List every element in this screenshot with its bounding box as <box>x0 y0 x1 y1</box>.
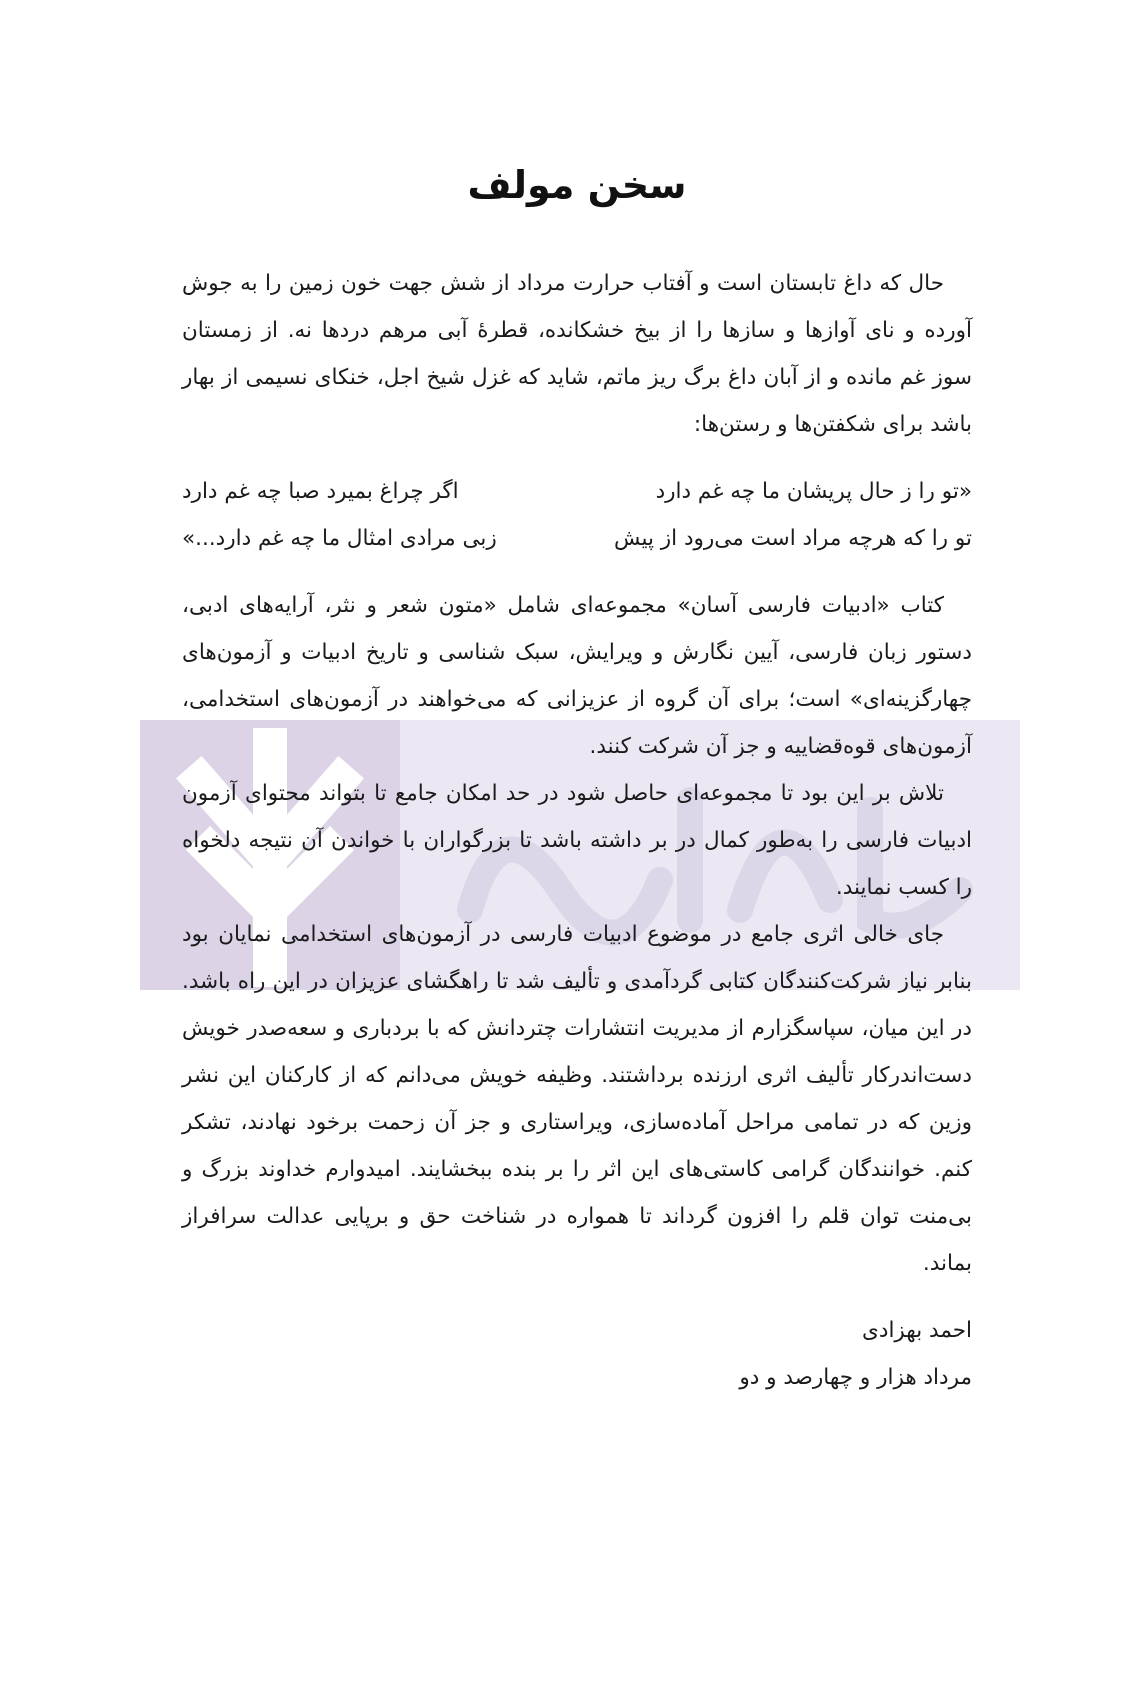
poem-verse <box>182 468 972 515</box>
body-paragraph: تلاش بر این بود تا مجموعه‌ای حاصل شود در حد امکان جامع تا بتواند محتوای آزمون ادبیات فارسی را به‌طور کمال در بر داشته باشد تا بزرگواران با خواندن آن نتیجه دلخواه را کسب نمایند. <box>182 781 972 900</box>
body-paragraph: جای خالی اثری جامع در موضوع ادبیات فارسی در آزمون‌های استخدامی نمایان بود بنابر نیاز شرکت‌کنندگان کتابی گردآمدی و تألیف شد تا راهگشای عزیزان در این راه باشد. در این میان، سپاسگزارم از مدیریت انتشارات چتردانش که با بردباری و سعه‌صدر خویش دست‌اندرکار تألیف اثری ارزنده برداشتند. وظیفه خویش می‌دانم که از کارکنان این نشر وزین که در تمامی مراحل آماده‌سازی، ویراستاری و جز آن زحمت برخود نهادند، تشکر کنم. خوانندگان گرامی کاستی‌های این اثر را بر بنده ببخشایند. امیدوارم خداوند بزرگ و بی‌منت توان قلم را افزون گرداند تا همواره در شناخت حق و برپایی عدالت سرافراز بماند. <box>182 922 972 1276</box>
poem-hemistich-second: اگر چراغ بمیرد صبا چه غم دارد <box>182 479 459 504</box>
preface-content <box>182 150 972 1401</box>
poem-hemistich-first: «تو را ز حال پریشان ما چه غم دارد <box>655 479 972 504</box>
poem-hemistich-first: تو را که هرچه مراد است می‌رود از پیش <box>614 526 972 551</box>
poem-verse <box>182 515 972 562</box>
author-name: احمد بهزادی <box>862 1318 972 1343</box>
signature-date: مرداد هزار و چهارصد و دو <box>739 1365 972 1390</box>
poem-block <box>182 468 972 562</box>
poem-hemistich-second: زبی مرادی امثال ما چه غم دارد...» <box>182 526 497 551</box>
intro-paragraph: حال که داغ تابستان است و آفتاب حرارت مرداد از شش جهت خون زمین را به جوش آورده و نای آوازها و سازها را از بیخ خشکانده، قطرهٔ آبی مرهم دردها نه. از زمستان سوز غم مانده و از آبان داغ برگ ریز ماتم، شاید که غزل شیخ اجل، خنکای نسیمی از بهار باشد برای شکفتن‌ها و رستن‌ها: <box>182 271 972 437</box>
body-paragraph: کتاب «ادبیات فارسی آسان» مجموعه‌ای شامل «متون شعر و نثر، آرایه‌های ادبی، دستور زبان فارسی، آیین نگارش و ویرایش، سبک شناسی و تاریخ ادبیات و آزمون‌های چهارگزینه‌ای» است؛ برای آن گروه از عزیزانی که می‌خواهند در آزمون‌های استخدامی، آزمون‌های قوه‌قضاییه و جز آن شرکت کنند. <box>182 593 972 759</box>
page-title: سخن مولف <box>467 163 687 207</box>
